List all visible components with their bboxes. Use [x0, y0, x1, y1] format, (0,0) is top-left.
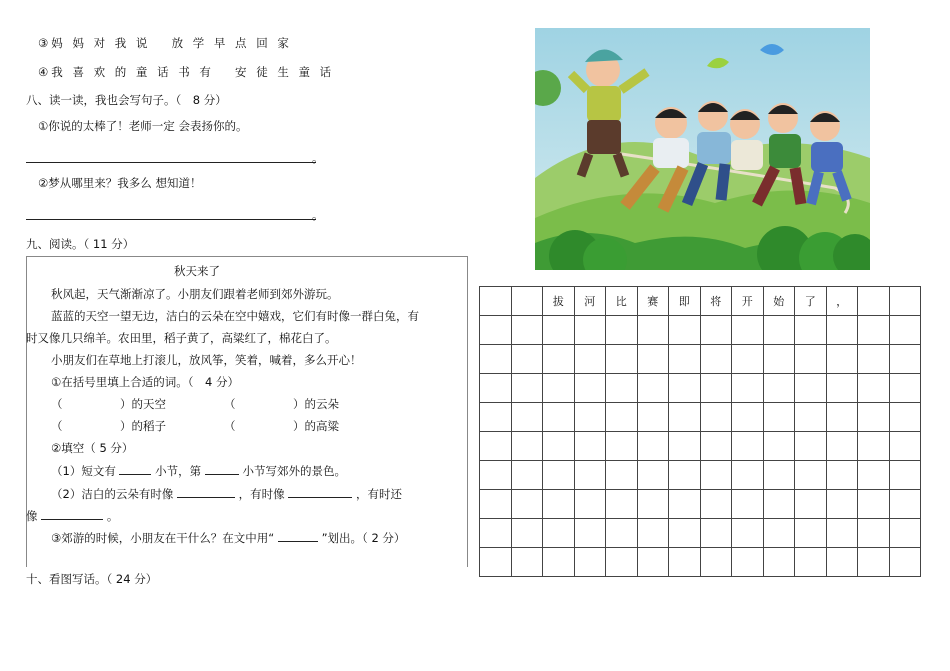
grid-cell[interactable]	[700, 345, 732, 374]
grid-cell[interactable]: 比	[606, 287, 638, 316]
grid-cell[interactable]	[606, 548, 638, 577]
grid-cell[interactable]	[669, 519, 701, 548]
grid-cell[interactable]	[511, 403, 543, 432]
grid-cell[interactable]	[826, 316, 858, 345]
grid-cell[interactable]	[889, 432, 921, 461]
grid-cell[interactable]	[826, 374, 858, 403]
grid-cell[interactable]	[543, 316, 575, 345]
grid-cell[interactable]	[763, 316, 795, 345]
grid-row	[480, 287, 921, 316]
grid-cell[interactable]: 河	[574, 287, 606, 316]
grid-cell[interactable]	[543, 374, 575, 403]
fill-q2-blank-1[interactable]	[177, 485, 235, 498]
grid-cell[interactable]	[795, 461, 827, 490]
q8-answer-line-2[interactable]	[26, 219, 316, 220]
grid-cell[interactable]	[732, 432, 764, 461]
grid-cell[interactable]	[637, 316, 669, 345]
grid-cell[interactable]	[511, 490, 543, 519]
grid-cell[interactable]: 即	[669, 287, 701, 316]
grid-cell[interactable]	[480, 548, 512, 577]
grid-cell[interactable]	[606, 403, 638, 432]
grid-cell[interactable]	[574, 345, 606, 374]
q9-sub3-text-a: ③郊游的时候，小朋友在干什么？在文中用“	[51, 531, 275, 545]
fill-question-2	[51, 485, 402, 502]
grid-cell[interactable]	[480, 519, 512, 548]
grid-cell[interactable]	[763, 461, 795, 490]
grid-cell[interactable]	[700, 519, 732, 548]
grid-cell[interactable]	[795, 548, 827, 577]
q9-sub-question-2: ②填空（ 5 分）	[51, 441, 134, 455]
grid-cell[interactable]	[669, 490, 701, 519]
passage-title: 秋天来了	[174, 264, 220, 278]
grid-cell[interactable]	[763, 345, 795, 374]
grid-row	[480, 403, 921, 432]
grid-cell[interactable]	[889, 403, 921, 432]
grid-cell[interactable]	[669, 345, 701, 374]
fill-q2-text-e: 。	[106, 509, 119, 523]
grid-cell[interactable]	[858, 519, 890, 548]
grid-cell[interactable]	[511, 316, 543, 345]
grid-cell[interactable]	[763, 490, 795, 519]
passage-paragraph-2a: 蓝蓝的天空一望无边，洁白的云朵在空中嬉戏，它们有时像一群白兔，有	[51, 309, 419, 323]
grid-row	[480, 432, 921, 461]
grid-cell[interactable]	[669, 548, 701, 577]
grid-cell[interactable]	[826, 490, 858, 519]
grid-cell[interactable]	[669, 432, 701, 461]
grid-cell[interactable]	[795, 432, 827, 461]
grid-cell[interactable]	[480, 374, 512, 403]
q8-period-1: 。	[312, 151, 324, 165]
passage-paragraph-1: 秋风起，天气渐渐凉了。小朋友们跟着老师到郊外游玩。	[51, 287, 339, 301]
grid-cell[interactable]	[700, 374, 732, 403]
grid-cell[interactable]	[574, 548, 606, 577]
grid-cell[interactable]	[637, 345, 669, 374]
grid-cell[interactable]	[795, 519, 827, 548]
grid-cell[interactable]	[511, 432, 543, 461]
grid-cell[interactable]	[889, 374, 921, 403]
q8-answer-line-1[interactable]	[26, 162, 316, 163]
grid-row	[480, 345, 921, 374]
grid-cell[interactable]	[574, 316, 606, 345]
grid-cell[interactable]	[732, 403, 764, 432]
grid-cell[interactable]	[637, 403, 669, 432]
q7-item-3: ③妈 妈 对 我 说 放 学 早 点 回 家	[38, 36, 292, 50]
grid-cell[interactable]	[480, 345, 512, 374]
grid-cell[interactable]	[763, 519, 795, 548]
grid-cell[interactable]	[826, 432, 858, 461]
writing-grid[interactable]	[479, 286, 921, 577]
grid-cell[interactable]	[795, 403, 827, 432]
grid-row	[480, 519, 921, 548]
grid-cell[interactable]	[732, 461, 764, 490]
grid-cell[interactable]	[763, 374, 795, 403]
grid-cell[interactable]	[763, 403, 795, 432]
grid-cell[interactable]	[700, 461, 732, 490]
grid-cell[interactable]	[889, 519, 921, 548]
grid-cell[interactable]	[669, 461, 701, 490]
q9-sub-question-1: ①在括号里填上合适的词。（ 4 分）	[51, 375, 240, 389]
grid-cell[interactable]	[480, 287, 512, 316]
grid-cell[interactable]	[637, 519, 669, 548]
grid-cell[interactable]	[543, 490, 575, 519]
grid-cell[interactable]	[858, 287, 890, 316]
grid-cell[interactable]	[480, 461, 512, 490]
grid-cell[interactable]	[700, 432, 732, 461]
grid-cell[interactable]: 了	[795, 287, 827, 316]
grid-cell[interactable]	[543, 403, 575, 432]
grid-cell[interactable]	[606, 316, 638, 345]
grid-cell[interactable]: 拔	[543, 287, 575, 316]
grid-cell[interactable]	[795, 316, 827, 345]
grid-cell[interactable]	[700, 403, 732, 432]
grid-cell[interactable]	[732, 490, 764, 519]
grid-cell[interactable]	[543, 548, 575, 577]
grid-cell[interactable]: 将	[700, 287, 732, 316]
grid-cell[interactable]	[732, 316, 764, 345]
fill-question-2-cont	[26, 507, 118, 524]
grid-cell[interactable]	[637, 461, 669, 490]
fill-q2-text-a: （2）洁白的云朵有时像	[51, 487, 174, 501]
grid-cell[interactable]	[543, 432, 575, 461]
grid-cell[interactable]: 赛	[637, 287, 669, 316]
grid-cell[interactable]	[889, 316, 921, 345]
grid-cell[interactable]	[511, 548, 543, 577]
grid-cell[interactable]	[889, 490, 921, 519]
grid-cell[interactable]	[480, 490, 512, 519]
grid-cell[interactable]: ，	[826, 287, 858, 316]
fill-q2-text-b: ，有时像	[238, 487, 285, 501]
grid-cell[interactable]	[763, 432, 795, 461]
grid-cell[interactable]	[511, 345, 543, 374]
q9-heading: 九、阅读。（ 11 分）	[26, 237, 135, 251]
grid-cell[interactable]	[669, 374, 701, 403]
fill-blank-clouds[interactable]: （ ）的云朵	[224, 397, 339, 411]
grid-row	[480, 374, 921, 403]
grid-cell[interactable]	[795, 490, 827, 519]
grid-cell[interactable]	[826, 548, 858, 577]
fill-blank-rice[interactable]: （ ）的稻子	[51, 419, 166, 433]
grid-cell[interactable]	[700, 316, 732, 345]
grid-row	[480, 548, 921, 577]
grid-cell[interactable]	[574, 374, 606, 403]
fill-q1-text-a: （1）短文有	[51, 464, 116, 478]
fill-q2-text-d: 像	[26, 509, 38, 523]
fill-q2-blank-3[interactable]	[41, 507, 103, 520]
grid-cell[interactable]	[858, 403, 890, 432]
grid-cell[interactable]	[480, 432, 512, 461]
grid-cell[interactable]	[606, 432, 638, 461]
grid-cell[interactable]	[543, 345, 575, 374]
grid-cell[interactable]	[511, 519, 543, 548]
q8-sentence-2: ②梦从哪里来？我多么 想知道！	[38, 176, 202, 190]
grid-cell[interactable]	[480, 316, 512, 345]
passage-paragraph-3: 小朋友们在草地上打滚儿，放风筝，笑着，喊着，多么开心！	[51, 353, 362, 367]
fill-question-1	[51, 462, 346, 479]
fill-q1-blank-2[interactable]	[205, 462, 239, 475]
grid-cell[interactable]	[606, 490, 638, 519]
grid-cell[interactable]	[858, 432, 890, 461]
grid-cell[interactable]: 开	[732, 287, 764, 316]
grid-cell[interactable]	[637, 548, 669, 577]
grid-cell[interactable]	[732, 548, 764, 577]
grid-cell[interactable]	[511, 461, 543, 490]
grid-cell[interactable]	[732, 345, 764, 374]
grid-cell[interactable]	[826, 461, 858, 490]
q7-item-4: ④我 喜 欢 的 童 话 书 有 安 徒 生 童 话	[38, 65, 335, 79]
fill-blank-sorghum[interactable]: （ ）的高粱	[224, 419, 339, 433]
passage-paragraph-2b: 时又像几只绵羊。农田里，稻子黄了，高粱红了，棉花白了。	[26, 331, 337, 345]
grid-row	[480, 490, 921, 519]
grid-cell[interactable]	[606, 345, 638, 374]
grid-cell[interactable]	[669, 316, 701, 345]
grid-cell[interactable]	[826, 403, 858, 432]
tug-of-war-illustration-icon	[535, 28, 870, 270]
grid-cell[interactable]	[889, 287, 921, 316]
q9-sub3-text-b: ”划出。（ 2 分）	[321, 531, 406, 545]
grid-cell[interactable]	[763, 548, 795, 577]
q8-heading: 八、读一读，我也会写句子。（ 8 分）	[26, 93, 227, 107]
grid-cell[interactable]	[606, 374, 638, 403]
grid-cell[interactable]: 始	[763, 287, 795, 316]
fill-q1-text-c: 小节写郊外的景色。	[242, 464, 346, 478]
grid-cell[interactable]	[858, 374, 890, 403]
fill-q2-text-c: ，有时还	[355, 487, 402, 501]
fill-blank-sky[interactable]: （ ）的天空	[51, 397, 166, 411]
q9-sub-question-3	[51, 529, 405, 546]
grid-cell[interactable]	[826, 345, 858, 374]
grid-cell[interactable]	[858, 548, 890, 577]
q9-sub3-blank[interactable]	[278, 529, 318, 542]
grid-cell[interactable]	[606, 461, 638, 490]
grid-cell[interactable]	[858, 490, 890, 519]
grid-cell[interactable]	[700, 490, 732, 519]
fill-q1-text-b: 小节，第	[155, 464, 202, 478]
grid-cell[interactable]	[826, 519, 858, 548]
grid-cell[interactable]	[700, 548, 732, 577]
grid-cell[interactable]	[480, 403, 512, 432]
grid-cell[interactable]	[574, 403, 606, 432]
grid-cell[interactable]	[574, 461, 606, 490]
grid-cell[interactable]	[732, 519, 764, 548]
grid-cell[interactable]	[889, 461, 921, 490]
grid-cell[interactable]	[732, 374, 764, 403]
grid-cell[interactable]	[795, 374, 827, 403]
grid-cell[interactable]	[511, 374, 543, 403]
grid-cell[interactable]	[637, 490, 669, 519]
fill-q1-blank-1[interactable]	[119, 462, 151, 475]
grid-cell[interactable]	[511, 287, 543, 316]
grid-row	[480, 316, 921, 345]
grid-cell[interactable]	[574, 432, 606, 461]
grid-cell[interactable]	[889, 345, 921, 374]
grid-cell[interactable]	[858, 461, 890, 490]
grid-cell[interactable]	[606, 519, 638, 548]
grid-cell[interactable]	[543, 519, 575, 548]
grid-cell[interactable]	[637, 374, 669, 403]
grid-cell[interactable]	[543, 461, 575, 490]
fill-q2-blank-2[interactable]	[288, 485, 352, 498]
grid-cell[interactable]	[574, 519, 606, 548]
grid-cell[interactable]	[858, 316, 890, 345]
grid-cell[interactable]	[637, 432, 669, 461]
grid-cell[interactable]	[574, 490, 606, 519]
grid-row	[480, 461, 921, 490]
q8-sentence-1: ①你说的太棒了！老师一定 会表扬你的。	[38, 119, 248, 133]
grid-cell[interactable]	[889, 548, 921, 577]
q10-heading: 十、看图写话。（ 24 分）	[26, 572, 158, 586]
q8-period-2: 。	[312, 208, 324, 222]
grid-cell[interactable]	[858, 345, 890, 374]
grid-cell[interactable]	[795, 345, 827, 374]
grid-cell[interactable]	[669, 403, 701, 432]
